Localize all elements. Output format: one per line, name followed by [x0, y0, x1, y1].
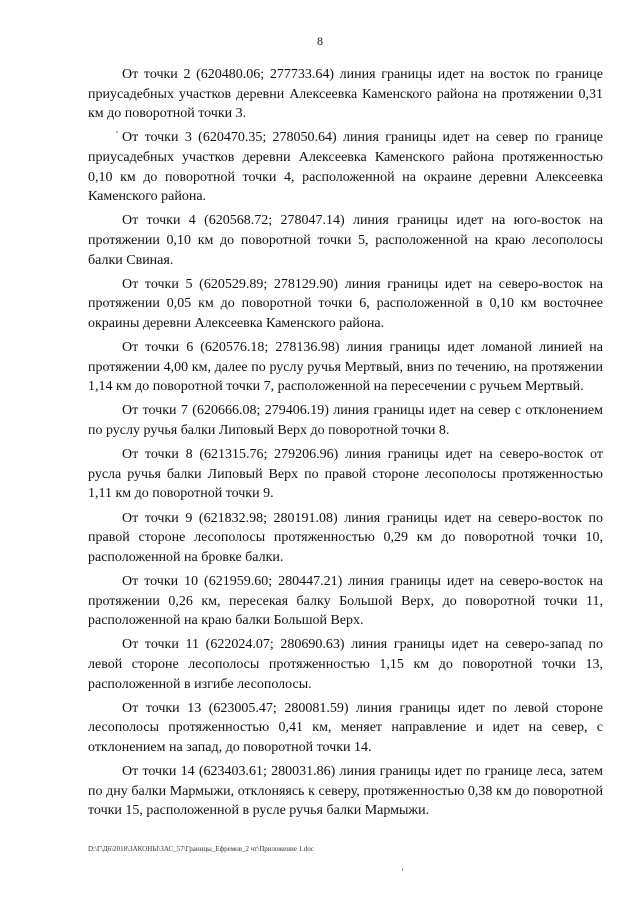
scan-speck	[402, 868, 403, 871]
paragraph-point-13: От точки 13 (623005.47; 280081.59) линия границы идет по левой стороне лесополосы протяженностью 0,41 км, меняет направление и идет на север, с отклонением на запад, до поворотной точки 14.	[88, 700, 603, 755]
paragraph-point-11: От точки 11 (622024.07; 280690.63) линия границы идет на северо-запад по левой стороне лесополосы протяженностью 1,15 км до поворотной точки 13, расположенной в изгибе лесополосы.	[88, 637, 603, 692]
paragraph-point-3: От точки 3 (620470.35; 278050.64) линия границы идет на север по границе приусадебных участков деревни Алексеевка Каменского района протяженностью 0,10 км до поворотной точки 4, расположенной на окраине деревни Алексеевка Каменского района.	[88, 130, 603, 205]
paragraph-point-8: От точки 8 (621315.76; 279206.96) линия границы идет на северо-восток от русла ручья балки Липовый Верх по правой стороне лесополосы протяженностью 1,11 км до поворотной точки 9.	[88, 447, 603, 502]
paragraph-point-7: От точки 7 (620666.08; 279406.19) линия границы идет на север с отклонением по руслу ручья балки Липовый Верх до поворотной точки 8.	[88, 403, 603, 439]
page-number: 8	[317, 34, 323, 48]
paragraph-point-4: От точки 4 (620568.72; 278047.14) линия границы идет на юго-восток на протяжении 0,10 км до поворотной точки 5, расположенной на краю лесополосы балки Свиная.	[88, 213, 603, 268]
paragraph-point-5: От точки 5 (620529.89; 278129.90) линия границы идет на северо-восток на протяжении 0,05 км до поворотной точки 6, расположенной в 0,10 км восточнее окраины деревни Алексеевка Каменского района.	[88, 276, 603, 331]
scan-speck	[116, 131, 118, 133]
paragraph-point-6: От точки 6 (620576.18; 278136.98) линия границы идет ломаной линией на протяжении 4,00 км, далее по руслу ручья Мертвый, вниз по течению, на протяжении 1,14 км до поворотной точки 7, расположенной на пересечении с ручьем Мертвый.	[88, 340, 603, 395]
paragraph-point-14: От точки 14 (623403.61; 280031.86) линия границы идет по границе леса, затем по дну балки Мармыжи, отклоняясь к северу, протяженностью 0,38 км до поворотной точки 15, расположенной в русле ручья балки Мармыжи.	[88, 764, 603, 819]
footer-file-path: D:\Г\Д6\2018\ЗАКОНЫ\ЗАС_57\Границы_Ефремов_2 чт\Приложение 1.doc	[88, 845, 314, 853]
document-body	[88, 65, 603, 826]
paragraph-point-2: От точки 2 (620480.06; 277733.64) линия границы идет на восток по границе приусадебных участков деревни Алексеевка Каменского района на протяжении 0,31 км до поворотной точки 3.	[88, 67, 603, 122]
paragraph-point-9: От точки 9 (621832.98; 280191.08) линия границы идет на северо-восток по правой стороне лесополосы протяженностью 0,29 км до поворотной точки 10, расположенной на бровке балки.	[88, 510, 603, 565]
paragraph-point-10: От точки 10 (621959.60; 280447.21) линия границы идет на северо-восток на протяжении 0,26 км, пересекая балку Большой Верх, до поворотной точки 11, расположенной на краю балки Большой Верх.	[88, 574, 603, 629]
